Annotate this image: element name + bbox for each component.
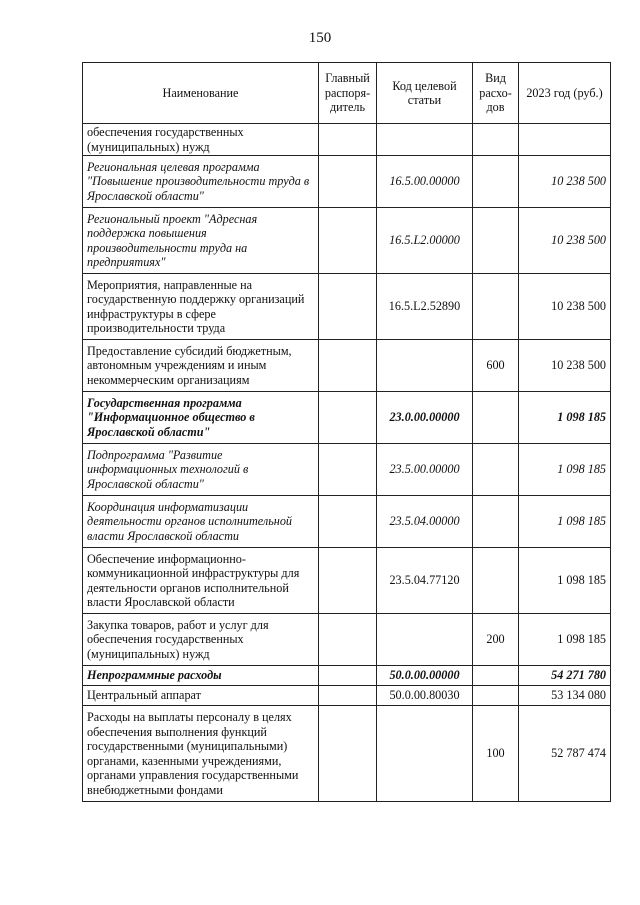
table-row [83, 208, 611, 274]
type-cell: 100 [473, 706, 519, 802]
admin-cell [319, 392, 377, 444]
code-cell: 23.0.00.00000 [377, 392, 473, 444]
name-cell: Подпрограмма "Развитие информационных технологий в Ярославской области" [83, 444, 319, 496]
name-cell: Непрограммные расходы [83, 666, 319, 686]
amount-cell: 10 238 500 [519, 156, 611, 208]
admin-cell [319, 340, 377, 392]
budget-table [82, 62, 611, 802]
header-code: Код целевой статьи [377, 63, 473, 124]
admin-cell [319, 666, 377, 686]
admin-cell [319, 686, 377, 706]
name-cell: обеспечения государственных (муниципальных) нужд [83, 124, 319, 156]
type-cell [473, 274, 519, 340]
admin-cell [319, 156, 377, 208]
code-cell: 16.5.00.00000 [377, 156, 473, 208]
table-row [83, 496, 611, 548]
name-cell: Расходы на выплаты персоналу в целях обеспечения выполнения функций государственными (муниципальными) органами, казенными учреждениями, органами управления государственными внебюджетными фондами [83, 706, 319, 802]
name-cell: Обеспечение информационно-коммуникационной инфраструктуры для деятельности органов исполнительной власти Ярославской области [83, 548, 319, 614]
header-amount: 2023 год (руб.) [519, 63, 611, 124]
code-cell: 23.5.04.00000 [377, 496, 473, 548]
amount-cell: 1 098 185 [519, 548, 611, 614]
admin-cell [319, 124, 377, 156]
type-cell [473, 392, 519, 444]
header-name: Наименование [83, 63, 319, 124]
type-cell [473, 444, 519, 496]
admin-cell [319, 548, 377, 614]
amount-cell [519, 124, 611, 156]
code-cell: 16.5.L2.00000 [377, 208, 473, 274]
code-cell [377, 614, 473, 666]
amount-cell: 10 238 500 [519, 274, 611, 340]
code-cell [377, 124, 473, 156]
code-cell: 50.0.00.00000 [377, 666, 473, 686]
type-cell [473, 156, 519, 208]
name-cell: Государственная программа "Информационное общество в Ярославской области" [83, 392, 319, 444]
type-cell [473, 208, 519, 274]
name-cell: Координация информатизации деятельности органов исполнительной власти Ярославской области [83, 496, 319, 548]
name-cell: Региональная целевая программа "Повышение производительности труда в Ярославской области" [83, 156, 319, 208]
code-cell [377, 340, 473, 392]
type-cell [473, 686, 519, 706]
code-cell: 50.0.00.80030 [377, 686, 473, 706]
table-row [83, 706, 611, 802]
amount-cell: 1 098 185 [519, 614, 611, 666]
table-header-row [83, 63, 611, 124]
table-body [83, 124, 611, 802]
code-cell: 23.5.00.00000 [377, 444, 473, 496]
table-row [83, 156, 611, 208]
code-cell: 16.5.L2.52890 [377, 274, 473, 340]
type-cell [473, 548, 519, 614]
table-row [83, 340, 611, 392]
page-number: 150 [308, 30, 332, 46]
amount-cell: 10 238 500 [519, 208, 611, 274]
admin-cell [319, 614, 377, 666]
admin-cell [319, 706, 377, 802]
type-cell [473, 496, 519, 548]
table-row [83, 392, 611, 444]
code-cell: 23.5.04.77120 [377, 548, 473, 614]
name-cell: Мероприятия, направленные на государственную поддержку организаций инфраструктуры в сфере производительности труда [83, 274, 319, 340]
name-cell: Закупка товаров, работ и услуг для обеспечения государственных (муниципальных) нужд [83, 614, 319, 666]
admin-cell [319, 444, 377, 496]
table-row [83, 274, 611, 340]
type-cell [473, 666, 519, 686]
header-admin: Главный распоря-дитель [319, 63, 377, 124]
table-row [83, 124, 611, 156]
admin-cell [319, 274, 377, 340]
type-cell: 200 [473, 614, 519, 666]
amount-cell: 10 238 500 [519, 340, 611, 392]
admin-cell [319, 208, 377, 274]
type-cell: 600 [473, 340, 519, 392]
amount-cell: 1 098 185 [519, 496, 611, 548]
table-row [83, 548, 611, 614]
amount-cell: 54 271 780 [519, 666, 611, 686]
header-type: Вид расхо-дов [473, 63, 519, 124]
name-cell: Предоставление субсидий бюджетным, автономным учреждениям и иным некоммерческим организациям [83, 340, 319, 392]
table-row [83, 686, 611, 706]
type-cell [473, 124, 519, 156]
amount-cell: 53 134 080 [519, 686, 611, 706]
code-cell [377, 706, 473, 802]
name-cell: Региональный проект "Адресная поддержка повышения производительности труда на предприятиях" [83, 208, 319, 274]
table-row [83, 444, 611, 496]
amount-cell: 1 098 185 [519, 392, 611, 444]
table-row [83, 666, 611, 686]
table-row [83, 614, 611, 666]
amount-cell: 1 098 185 [519, 444, 611, 496]
amount-cell: 52 787 474 [519, 706, 611, 802]
name-cell: Центральный аппарат [83, 686, 319, 706]
admin-cell [319, 496, 377, 548]
